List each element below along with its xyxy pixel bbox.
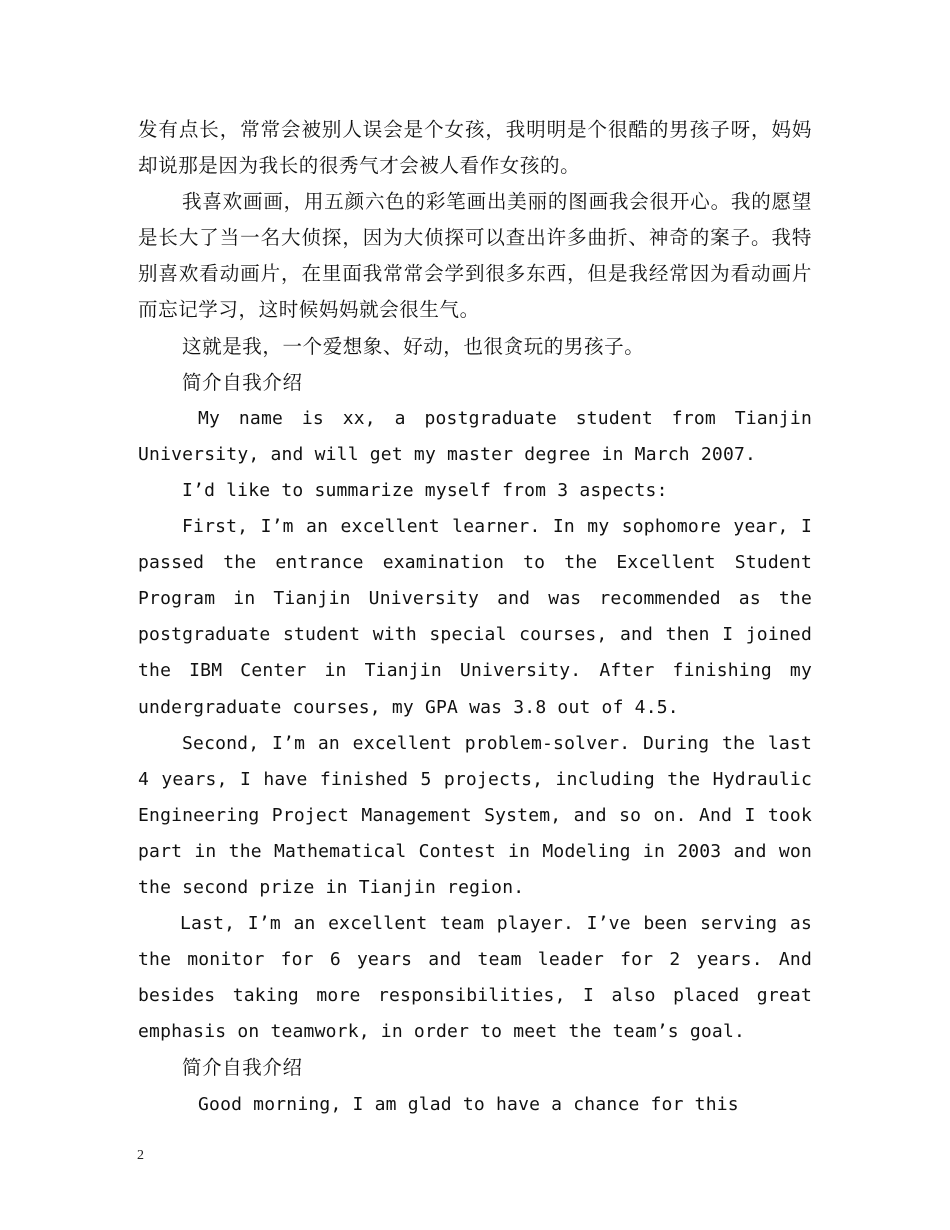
paragraph-1: 发有点长，常常会被别人误会是个女孩，我明明是个很酷的男孩子呀，妈妈却说那是因为我长的很秀气才会被人看作女孩的。 xyxy=(138,118,812,178)
section-heading-2: 简介自我介绍 xyxy=(182,1056,303,1080)
section-heading-1: 简介自我介绍 xyxy=(182,370,303,394)
paragraph-good-morning: Good morning, I am glad to have a chance for this xyxy=(198,1093,739,1115)
paragraph-summary: I’d like to summarize myself from 3 aspects: xyxy=(182,479,668,501)
paragraph-last: Last, I’m an excellent team player. I’ve been serving as the monitor for 6 years and team leader for 2 years. And besides taking more responsibilities, I also placed great emphasis on teamwork, in order to meet the team’s goal. xyxy=(138,913,812,1043)
paragraph-3: 这就是我，一个爱想象、好动，也很贪玩的男孩子。 xyxy=(182,334,645,358)
paragraph-second: Second, I’m an excellent problem-solver. During the last 4 years, I have finished 5 projects, including the Hydraulic Engineering Project Management System, and so on. And I took part in the Mathematical Contest in Modeling in 2003 and won the second prize in Tianjin region. xyxy=(138,732,812,898)
page-number: 2 xyxy=(137,1148,144,1163)
paragraph-intro: My name is xx, a postgraduate student from Tianjin University, and will get my master degree in March 2007. xyxy=(138,407,812,465)
paragraph-2: 我喜欢画画，用五颜六色的彩笔画出美丽的图画我会很开心。我的愿望是长大了当一名大侦探，因为大侦探可以查出许多曲折、神奇的案子。我特别喜欢看动画片，在里面我常常会学到很多东西，但是我经常因为看动画片而忘记学习，这时候妈妈就会很生气。 xyxy=(138,190,812,322)
paragraph-first: First, I’m an excellent learner. In my sophomore year, I passed the entrance examination to the Excellent Student Program in Tianjin University and was recommended as the postgraduate student with special courses, and then I joined the IBM Center in Tianjin University. After finishing my undergraduate courses, my GPA was 3.8 out of 4.5. xyxy=(138,516,812,718)
body-text xyxy=(138,112,812,1123)
